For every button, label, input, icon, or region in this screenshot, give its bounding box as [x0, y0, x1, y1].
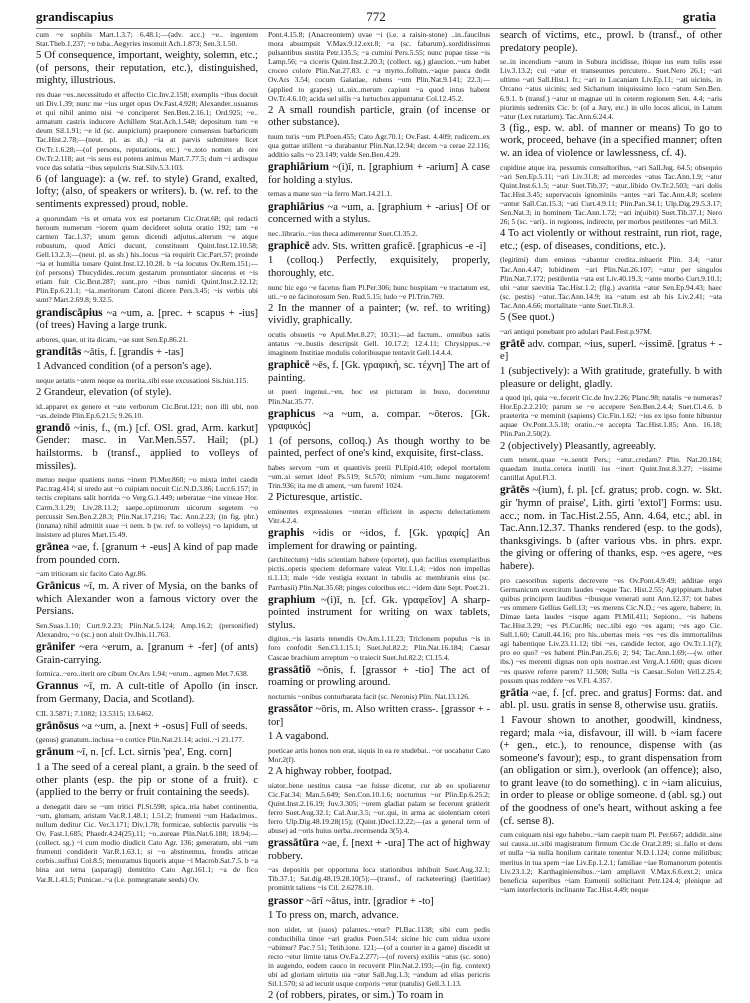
sense-definition: 6 (of language): a (w. ref. to style) Grand, exalted, lofty; (also, of speakers or writers). b. (w. ref. to the sentiments expressed) proud, noble.	[36, 173, 258, 210]
citation-block: formica..~ero..iterit ore cibum Ov.Ars 1.94; ~erum.. agmen Met.7.638.	[36, 669, 249, 679]
entry-grammar: ~ae, f. [granum + -eus] A kind of pap made from pounded corn.	[36, 541, 258, 566]
column-left	[36, 30, 258, 956]
sense-definition: 5 Of consequence, important, weighty, solemn, etc.; (of persons, their reputation, etc.), distinguished, mighty, illustrious.	[36, 50, 258, 87]
citation-block: non uidet, ut (suos) palantes..~etur? Pl.Bac.1138; sibi cum pedis conducibilia tinoe ~ari gradus Poen.514; sicine hic cum uidua uxore ~abimur? Pac.? 51; Tetih.ione. 121;—(of a courier in a game) discedit ut recto ~etur limite tatus Ov.Fa.2.277;—(of rovers) exiliis ~atus (sc. sono) in augendo, eodem cauco in recuverit Plin.Nat.2.193;—(in fig. context) ubi ad gloriam uirtutis uia ~atur Sall.Jug.1.3; ~andum ad elias pericris Sil.1.570; si ad iecurit usque corporis ~etur (natulis) Gell.3.1.13.	[268, 924, 490, 989]
sense-definition: 1 A vagabond.	[268, 731, 329, 743]
citation-block: ut pueri ingenui..~en, hoc est picturam in buxo, docerentur Plin.Nat.35.77.	[268, 387, 490, 406]
citation-block: ocutis obsuetis ~e Apul.Met.8.27; 10.31;—ad factum.. omnibus satis antatus ~e..bustis descripsit Gell. 10.17.2; 12.4.11; Chrysippus..~e imaginem Institiae modulis coloribusque tentavit Gell.14.4.4.	[268, 329, 490, 358]
running-head-right: gratia	[682, 9, 716, 24]
headword: grātē	[500, 337, 525, 350]
entry-header	[36, 720, 258, 734]
sense-definition: 3 (fig., esp. w. abl. of manner or means) To go to work, proceed, behave (in a specified manner; often w. an idea of violence or lawlessness, cf. 4).	[500, 122, 722, 160]
citation-block: uiator..bene uestitus causa ~ae fuisse dicetur, cur ab eo spoliaretur Cic.Fat.34; Man.5.649; Sen.Con.10.1.6; nocturnus ~or Plin.Ep.6.25.2; Quint.Inst.2.16.19; Juv.3.305; ~orem gladiat palam se fecerunt gratierit ferro Suet.Aug.32.1; Cal.Aur.3.5; ~or..qui, in arma ac uiolentiam ceteri ferro Ulp.Dig.48.19.28(15); (Quint.)Decl.12.22;—(as a general term of abuse) ad ~oris huius uerba..recensenda 3(5).4.	[268, 780, 490, 835]
citation-block: nocturnis ~onibus conturbarata facit (sc. Neronis) Plin. Nat.13.126.	[268, 691, 470, 701]
entry-header	[268, 664, 490, 690]
entry-header	[36, 422, 258, 473]
citation-block: Sen.Suas.1.10; Curt.9.2.23; Plin.Nat.5.124; Amp.16.2; (personified) Alexandro, ~o (sc.) non aluit Ov.Ibis.11.763.	[36, 620, 258, 640]
citation-block: cum tenent..quae ~e..sentit Pers.; ~atur..credam? Plin. Nat.20.184; quaedam inutia..cetera inutili ius ~inert Quint.Inst.8.3.27; ~issime cantillat Apul.Fl.3.	[500, 455, 722, 483]
entry-header	[268, 527, 490, 553]
citation-block: a quorundam ~is et ornata vox est poetarum Cic.Orat.68; qui redacti heroum numerum ~iorem quam decideret soluta oratio 192; tam ~e carmen Tac.1.37; unum genus dicendi adjutus..alterum ~e atque robustum, quod Attici ducunt, constituunt Quint.Inst.12.10.58; Gell.13.2.3;—(neut. pl. as sb.) his..locus ~ia requirit Cic.Part.57; proinde ~ia et humilia tonare Quint.Inst.12.10.28. b ~ia locutus Ov.Rem.151;—(of persons) Thucydides..recum gestarum pronuntiator sincerus et ~is etiam fuit Cic.Brut.287; sunt..pro ~ibus tumidi Quint.Inst.2.12.12; Plin.Ep.6.21.1; ~ia..meritorum Catoni dicere Pers.3.45; ~is verbis ubi sunt? Mart.2.69.8; 9.32.5.	[36, 213, 258, 305]
citation-block: metuo neque quatiens notus ~inem Pl.Mer.860; ~o mixta imbri caedit Pac.trag.414; si uredo aut ~o cuipiam nocuit Cic.N.D.3.86; Lucr.6.157; in tectis crepitans salit horrida ~o Verg.G.1.449; ueberatae ~ine vineae Hor. Carm.3.1.29; Liv.28.11.2; saepe..optimorum uicorum segetem ~o percussit Sen.Ben.2.28.3; Plin.Nat.17.216; Tac. Ann.2.23; (in fig. phr.) (innana) nihil admittit suae ~i nem. b (w. ref. to volleys) ~o lapidum, ut insistere ad plures Mart.15.49.	[36, 475, 258, 539]
entry-header	[36, 680, 258, 706]
entry-header	[268, 594, 490, 633]
entry-grammar: ~a ~um, a. [prec. + scapus + -ius] (of trees) Having a large trunk.	[36, 307, 258, 332]
entry-header	[268, 359, 490, 385]
headword: graphiārius	[268, 200, 324, 213]
citation-block: ternas a mane suo ~ia ferro Mart.14.21.1.	[268, 189, 393, 199]
headword: grassātor	[268, 702, 313, 715]
citation-block: (genus) granatum..inclusa ~o cortice Plin.Nat.21.14; acini..~i 21.177.	[36, 735, 244, 745]
entry-grammar: ~idis or ~idos, f. [Gk. γραφίς] An implement for drawing or painting.	[268, 528, 490, 552]
entry-grammar: ~ae, f. [next + -ura] The act of highway robbery.	[268, 838, 491, 862]
headword: grātia	[500, 686, 529, 699]
entry-header	[268, 703, 490, 729]
sense-definition: 1 (of persons, colloq.) As though worthy to be painted, perfect of one's kind, exquisite, first-class.	[268, 435, 490, 460]
entry-header	[36, 346, 258, 360]
dictionary-entry	[268, 30, 490, 1003]
entry-header	[268, 240, 490, 254]
header-rule	[36, 28, 716, 29]
entry-grammar: ~ī, n. [cf. Lct. sirnis 'pea', Eng. corn]	[76, 747, 232, 759]
entry-grammar: ~ae, f. [cf. prec. and gratus] Forms: dat. and abl. pl. usu. gratis in sense 8, otherwise usu. gratiis.	[500, 687, 722, 712]
entry-header	[500, 687, 722, 713]
headword: grātēs	[500, 484, 530, 497]
entry-header	[500, 484, 722, 573]
citation-block: Pont.4.15.8; (Anacreontem) uvae ~i (i.e. a raisin-stone) ..in..faucibus mora absumpsit V.Max.9.12.ext.8; ~a (sc. fabarum)..sordidissimus pulsantibus sustita Petr.135.5; ~a cumini Pers.5.55; nunc pupae tisse ~is Lamp.56; ~a ciceris Quint.Inst.2.20.3; (collect. sg.) glaucion..~um habet croceo colore Plin.Nat.27.83. c ~a myrto..follum..~aque pauca dedit Ov.Ars 3.54; cocum Galatiae, rubens ~um Plin.Nat.9.141; 22.3;—(applied to grapes) ut..uix..merum capiunt ~a quod intus habent Ov.Tr.4.6.10; acida uel uilis ~a lurtuchos appuntatur Col.12.45.2.	[268, 30, 490, 103]
sense-definition: 2 Picturesque, artistic.	[268, 492, 363, 504]
entry-grammar: ~ī, m. A river of Mysia, on the banks of which Alexander won a famous victory over the Persians.	[36, 581, 258, 618]
sense-definition: 4 To act violently or without restraint, run riot, rage, etc.; (esp. of diseases, conditions, etc.).	[500, 228, 722, 252]
sense-definition: 2 A highway robber, footpad.	[268, 765, 392, 777]
headword: grandō	[36, 421, 71, 434]
sense-definition: 2 In the manner of a painter; (w. ref. to writing) vividly, graphically.	[268, 302, 490, 327]
entry-grammar: ~a ~um, a. compar. ~ōteros. [Gk. γραφικός]	[268, 408, 490, 433]
headword: grassātiō	[268, 663, 311, 676]
headword: graphicē	[268, 359, 310, 372]
citation-block: arbores, quae, ut ita dicam, ~ae sunt Sen.Ep.86.21.	[36, 334, 188, 344]
citation-block: poeticae artis honos non erat, siquis in ea re studebat.. ~or uocabatur Cato Mor.2(f).	[268, 745, 490, 764]
entry-header	[36, 541, 258, 567]
running-head	[36, 6, 716, 28]
entry-grammar: ~(i)ī, n. [graphium + -arium] A case for holding a stylus.	[268, 162, 490, 186]
entry-header	[36, 641, 258, 667]
sense-definition: 1 (colloq.) Perfectly, exquisitely, properly, thoroughly, etc.	[268, 255, 490, 279]
citation-block: cum cuiquam nisi ego habebo..~iam caepit tuam Pl. Per.667; addidit..sine sui causa..ut..sibi magistratum firmum Cic.de Orat.2.89; si..fallo et dens et nulla ~ia nulla honilum caritate tenentur N.D.1.124; conne militibus; meritus in tua spem ~iae Liv.Ep.1.2.1; familiae ~iae Romanorum potentis Liv.23.1.2; Karthaginiensibus..~iam ampliavit V.Max.6.6.ext.2; unica beneficia superibus ~iam Eumenii sollicitant Petr.124.4; plenique ad ~iam interfectoris inclinante Tac.Hist.4.49; neque	[500, 830, 722, 894]
headword: grānum	[36, 746, 74, 759]
headword: graphium	[268, 593, 316, 606]
sense-definition: search of victims, etc., prowl. b (transf., of other predatory people).	[500, 30, 722, 54]
sense-definition: 2 (objectively) Pleasantly, agreeably.	[500, 440, 656, 452]
citation-block: res duae ~es..necessitudo et affectio Cic.Inv.2.158; exemplis ~ibus docuit uti Div.1.39; nunc me ~ius urget opus Ov.Fast.4.928; Alexander..usuanus et qui nihil animo nisi ~e conciperet Sen.Ben.2.16.1; Ord.925; ~e.. armatum castris inducere Achillem Stat.Ach.1.548; depositum tum ~e deum Sil.1.91; ~e id (sc. auspicium) praeponere consensus barbaricum Tac.Hist.2.78;—(neut. pl. as sb.) ~ia at parvis submittere licet Ov.Tr.1.6.28;—(of persons, reputations, etc.) ~e..toto nomen ab ore Ov.Tr.2.118; aut ~is seus est potens animus Mart.7.77.5; dum ~i ardisque voce das solatia ~ibus sepulcris Stat.Silv.5.3.103.	[36, 89, 258, 172]
dictionary-entry	[36, 30, 258, 884]
entry-grammar: ~ōris, m. Also written crass-. [grassor + -tor]	[268, 703, 490, 728]
citation-block: a denegatit dare se ~um tritici Pl.St.598; spica..tria habet continentia, ~um, glumam, aristam Var.R.1.48.1; 1.51.2; frumenti ~um Hadacimos.. nullum deditur Cic. Ver.3.171; Div.1.78; formicae, sublectis parvulis ~is Ov. Fast.1.685; Phaedr.4.24(25).11; ~o..aureae Plin.Nat.6.188; 18.94;—(collect. sg.) ~i cum modio diudicit Cato Agr. 136; generatum, ubi ~um frumenti condiderit Var.R.1.63.1; si ~o abstinemus, frondis atricae corbis..suffusi Col.8.5; menuramus liquoris atque ~i Macrob.Sat.7.5. b ~a bina aut terna (asparagi) demittito Cato Agr.161.1; ~a de fico Var.R.1.41.5; Punicae..~a (i.e. pomegranate seeds) Ov.	[36, 801, 258, 884]
citation-block: cum ~e sophiis Mart.1.3.7; 6.48.1;—(adv. acc.) ~e.. ingentem Stat.Theb.1.237; ~e tuba..Aegyries insonuit Ach.1.873; Sen.3.1.50.	[36, 30, 258, 49]
sense-definition: 2 Grandeur, elevation (of style).	[36, 387, 172, 399]
entry-grammar: ~ī, m. A cult-title of Apollo (in inscr. from Germany, Dacia, and Scotland).	[36, 681, 258, 706]
headword: grānifer	[36, 641, 76, 654]
entry-grammar: ~ōnis, f. [grassor + -tio] The act of roaming or prowling around.	[268, 664, 490, 689]
entry-header	[36, 580, 258, 619]
headword: grānea	[36, 540, 69, 553]
headword: grassātūra	[268, 837, 319, 850]
entry-grammar: ~a ~um, a. [graphium + -arius] Of or concerned with a stylus.	[268, 201, 490, 226]
sense-definition: 1 (subjectively): a With gratitude, gratefully. b with pleasure or delight, gladly.	[500, 365, 722, 390]
headword: graphiārium	[268, 161, 329, 174]
entry-header	[268, 201, 490, 227]
citation-block: ~as depositis per opportuna loca stationibus inhibuit Suet.Aug.32.1; Tib.37.1; Sat.dig.48.19.28.10(5);—(transf., of racketeering) (laetitiae) promittit taliens ~is Cil. 2.6278.10.	[268, 865, 490, 893]
sense-definition: 2 A small roundish particle, grain (of incense or other substance).	[268, 104, 490, 129]
entry-grammar: adv. Sts. written graficē. [graphicus -e -i]	[312, 240, 487, 252]
citation-block: eminentes expressiones ~oteran efficient in aspectu delectationem Vitr.4.2.4.	[268, 506, 490, 525]
headword: grandiscāpius	[36, 306, 103, 319]
headword: grānōsus	[36, 719, 79, 732]
entry-grammar: ~(ium), f. pl. [cf. gratus; prob. cogn. w. Skt. gir 'hymn of praise', Lith. girti 'extol'] Forms: usu. acc.; nom. in Tac.Hist.2.55, Ann. 4.64, etc.; abl. in Tac.Ann.12.37. Thanks rendered (esp. to the gods), thanksgivings. b (after various vbs. in phrs. expr. the giving or offering of thanks, esp. ~es agere, ~es habere).	[500, 485, 722, 572]
citation-block: nunc hic ego ~e facetus fiam Pl.Per.306; hunc hospitam ~e tractatum est, uti..~e ne facinorosum Sen. Rud.5.15; ludo ~e Pl.Trin.769.	[268, 282, 490, 301]
entry-grammar: ~a ~um, a. [next + -osus] Full of seeds.	[81, 720, 248, 732]
entry-grammar: ~ārī ~ātus, intr. [gradior + -to]	[306, 895, 434, 907]
entry-grammar: adv. compar. ~ius, superl. ~issimē. [gratus + -e]	[500, 338, 723, 363]
citation-block: cupidine atque ira, pessumis consultoribus, ~ari Sall.Jug. 64.5; obsequio ~ari Sen.Ep.5.11; ~ari Liv.31.8; ad mercedes ~atus Tac.Ann.1.9; ~atur Quint.Inst.6.1.5; ~atur Suet.Tib.37; ~atur..libido Ov.Tr.2.503; ~ari dolis Tac.Hist.3.45; supervacuis ignominiis ~antes ~ari Tac.Ann.4.8; scelere ~antur Sall.Cat.15.3; ~ati Curt.4.9.11; Plin.Pan.34.1; Ulp.Dig.29.5.3.17; Sen.Nat.3; in hominem Tac.Ann.1.72; ~ari in(uibit) Suet.Tib.37.1; Nero 26; 5 (sc. ~ari).. in regiones, indirecte, per morbos pestilentes ~ari Mil.3.	[500, 162, 722, 227]
entry-header	[268, 161, 490, 187]
citation-block: neque aetatis ~atem neque ea merita..sibi esse excusationi Sis.hist.115.	[36, 376, 249, 385]
headword: granditās	[36, 345, 82, 358]
citation-block: digitos..~is lasuris tenendis Ov.Am.1.11.23; Triclonem populus ~is in foro confodit Sen.Cl.1.15.1; Suet.Jul.82.2; Plin.Nat.16.184; Caesar Cascae brachium arreptum ~o traiecit Suet.Jul.82.2; Cl.15.4.	[268, 634, 490, 662]
sense-definition: 2 (of robbers, pirates, or sim.) To roam in	[268, 990, 444, 1002]
headword: graphicus	[268, 407, 316, 420]
entry-grammar: ~(i)ī, n. [cf. Gk. γραφεῖον] A sharp-pointed instrument for writing on wax tablets, stylus.	[268, 594, 490, 631]
citation-block: tuum turis ~um Pl.Poen.455; Cato Agr.70.1; Ov.Fast. 4.409; rudicem..ex qua guttae stillent ~a durabantur Plin.Nat.12.94; decem ~a cerae 22.116; additio salis ~o 23.149; valde Sen.Ben.4.29.	[268, 131, 490, 160]
entry-header	[36, 307, 258, 333]
headword: graphis	[268, 527, 305, 540]
citation-block: nec..librario..~ius theca adimerentur Suet.Cl.35.2.	[268, 228, 418, 238]
sense-definition: 1 a The seed of a cereal plant, a grain. b the seed of other plants (esp. the pip or stone of a fruit). c (applied to the berry or fruit containing the seeds).	[36, 762, 258, 799]
entry-header	[500, 338, 722, 364]
page-number: 772	[366, 9, 386, 24]
entry-grammar: ~era ~erum, a. [granum + -fer] (of ants) Grain-carrying.	[36, 642, 258, 666]
citation-block: ~am triticeam sic facito Cato Agr.86.	[36, 569, 147, 579]
column-right	[500, 30, 722, 956]
entry-header	[36, 746, 258, 760]
citation-block: (architectum) ~idis scientiam habere (oportet), quo facilius exemplaribus pictis..operis speciem deformare valeat Vitr.1.1.4; ~idos non impellas ti.1.13; male ~ide vestigia exstant in tabulis ac membranis eius (sc. Parrhasii) Plin.Nat.35.68; pinges coloribus etc.: ~idem date Sept. Poet.21.	[268, 555, 490, 592]
entry-header	[268, 408, 490, 434]
sense-definition: 1 To press on, march, advance.	[268, 910, 399, 922]
entry-header	[268, 837, 490, 863]
citation-block: habes servom ~um et quantivis pretii Pl.Epid.410; edepol mortalem ~um..si sernet ideo! Ps.519; St.570; nimium ~um..hunc nugatorem! Trin.936; ita me di ament, ~um furem! 1024.	[268, 462, 490, 491]
sense-definition: 1 Advanced condition (of a person's age).	[36, 361, 212, 373]
dictionary-entry	[500, 30, 722, 894]
running-head-left: grandiscapius	[36, 9, 114, 24]
entry-grammar: ~inis, f., (m.) [cf. OSl. grad, Arm. karkut] Gender: masc. in Var.Men.557. Hail; (pl.) hailstorms. b (transf., applied to volleys of missiles).	[36, 422, 258, 472]
headword: Grānicus	[36, 580, 81, 593]
sense-definition: 1 Favour shown to another, goodwill, kindness, regard; mala ~ia, disfavour, ill will. b ~iam facere (+ gen., etc.), to renounce, dispense with (as someone's favour); esp., to grant dispensation from (an obligation or sim.), overlook (an offence); also, to grant leave (to do something). c in ~iam alicuius, in order to please or oblige someone. d (abl. sg.) out of the goodness of one's heart, without asking a fee (cf. sense 8).	[500, 714, 722, 827]
headword: Grannus	[36, 680, 79, 693]
citation-block: (legitimi) dum eminus ~abantur credita..inhaerit Plin. 3.4; ~atur Tac.Ann.4.47; lubidinem ~ari Plin.Nat.26.107; ~atur per singulos Plin.Nat.7.172; pestilentia ~ata est Liv.40.19.3; ~ante morbo Curt.9.10.1; ubi ~atur saevitia Tac.Hist.1.2; (fig.) avaritia ~atur Sen.Ep.94.43; haec (sc. pestis) ~atur..Tac.Ann.14.9; ita ~atum est ab his Liv.2.41; ~ata Tac.Ann.4.66; mortalitate ~ante Suet.Tit.8.3.	[500, 255, 722, 310]
citation-block: pro caesoribus superis decrevere ~es Ov.Pont.4.9.49; additae ergo Germanicum exercitum laudes ~esque Tac. Hist.2.55; Agrippinam..habet quibus principem laudibus ~ibusque venerati sunt Ann.12.37; tot habes ~es ommere Gellius Gell.13; ~es merens Cic.N.D.; ~es agere, habere; in. Dimae laeta laudes ~isque agam Pl.Mil.411; Sepiono.. ~is habens Tac.Hist.3.29; ~es Pl.Cur.86; nec..tibi ego ~es agam; ~es ago Cic. Sull.1.60; Catull.44.16; pro his..ubertas meis ~es ~es dis immortalibus agi habentique Liv.23.11.12; tibi ~es, candide lector, ago Ov.Tr.1.1(?); pro eo quo? ~es habent Plin.Pan.25.6; 2; 94; Tac.Ann.1.69;—(w. other ibs.) ~es merenti dignas non opis nostrae..est Verg.A.1.600; quas dicere ~es quasve referre parem? 11.508; Sulla ~is Caesar..Solon Vell.2.25.4; possum quas reddere ~es V.Fl. 4.357.	[500, 575, 722, 685]
sense-definition: 5 (See quot.)	[500, 312, 555, 324]
citation-block: id..apparet ex genere et ~ate verborum Cic.Brut.121; non illi ubi, non ~as..deinde Plin.Ep.6.21.5; 9.26.10.	[36, 401, 258, 420]
citation-block: ~ari antiqui ponebant pro adulari Paul.Fest.p.97M.	[500, 326, 652, 336]
entry-grammar: ~ātis, f. [grandis + -tas]	[84, 346, 184, 358]
citation-block: CIL 3.5871; 7.1082; 13.5315; 13.6462.	[36, 708, 154, 718]
entry-grammar: ~ēs, f. [Gk. γραφική, sc. τέχνη] The art of painting.	[268, 360, 490, 384]
citation-block: se..in incendium ~atum in Subura incidisse, ibique ius eum tulis esse Liv.3.13.2; cui ~atur et transeuntes percutere.. Suet.Nero 26.1; ~ari ultimo ~ati Sall.Hist.1 fr.; ~ari in Lucaniam Liv.Ep.11; ~ati uicinis, in Orcano ~atus uicinis; sed Sicharium iniquissimo loco ~atum Sen.Ben. 6.9.1. b (transf.) ~atur ut magnae uti in ceterm regionem Sen. 4.4; ~aris piurimis sedrenits Cic. b: (of a Jury, etc.) in ullo locos alicui, in Latum ~atur (Lex rutarium). Tac.Ann.6.24.4.	[500, 57, 722, 121]
entry-header	[268, 895, 490, 909]
column-middle	[268, 30, 491, 1002]
citation-block: a quod ipi, quia ~e..fecerit Cic.de Inv.2.26; Planc.98; natalis ~e numeras? Hor.Ep.2.2.210; parum se ~e accepere Sen.Ben.2.4.4; Suet.Cl.4.6. b praeterita ~e meminit (sapiens) Cic.Fin.1.62; ~ius ex ipso fonte hibuntur aquae Ov.Pont.3.5.18; oratio..~e accepta Tac.Hist.1.85; Ann. 16.18; Plin.Pan.2.50(2).	[500, 393, 722, 439]
headword: graphicē	[268, 239, 310, 252]
headword: grassor	[268, 894, 304, 907]
